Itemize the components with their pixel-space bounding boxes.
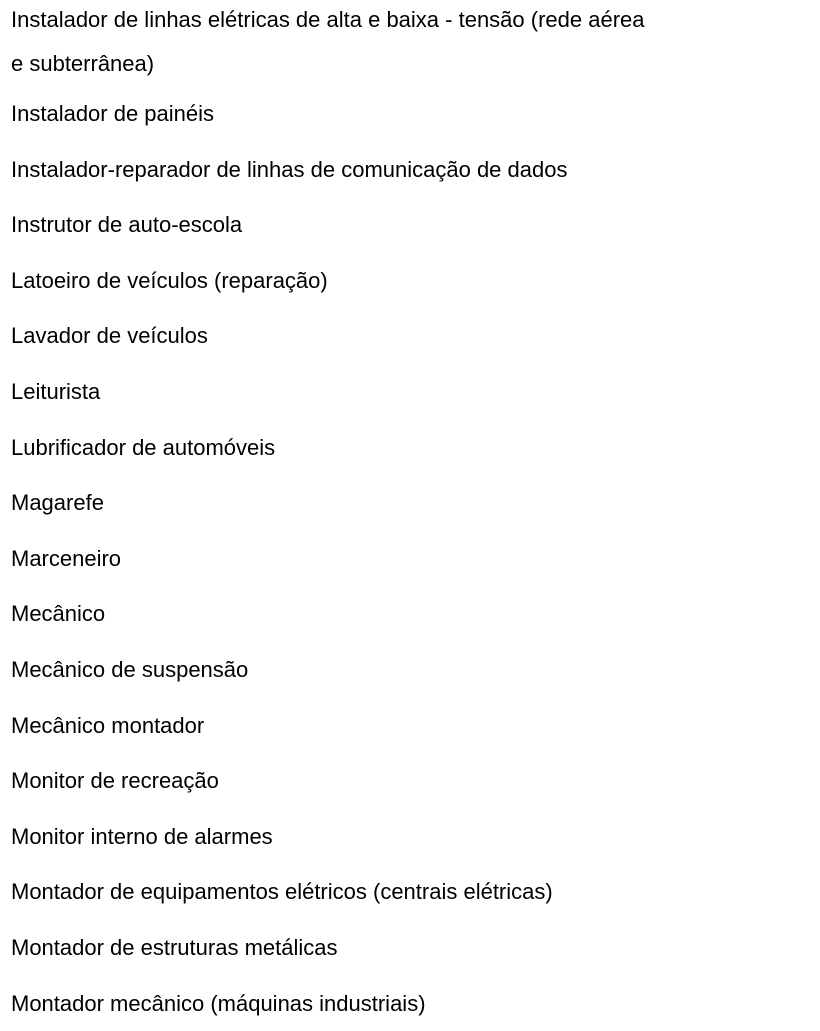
list-item: Instalador de painéis: [11, 86, 811, 142]
list-item: Lavador de veículos: [11, 308, 811, 364]
list-item: Mecânico de suspensão: [11, 642, 811, 698]
list-item: Instalador-reparador de linhas de comunicação de dados: [11, 142, 811, 198]
list-item: Instrutor de auto-escola: [11, 197, 811, 253]
list-item: Latoeiro de veículos (reparação): [11, 253, 811, 309]
list-item: Monitor de recreação: [11, 753, 811, 809]
list-item: Mecânico montador: [11, 698, 811, 754]
list-item: Leiturista: [11, 364, 811, 420]
list-item: Montador mecânico (máquinas industriais): [11, 976, 811, 1031]
list-item: Montador de equipamentos elétricos (centrais elétricas): [11, 864, 811, 920]
list-item: Mecânico: [11, 586, 811, 642]
occupation-list: [11, 0, 811, 1031]
list-item: [11, 0, 811, 86]
list-item: Marceneiro: [11, 531, 811, 587]
list-item: Montador de estruturas metálicas: [11, 920, 811, 976]
list-item: Lubrificador de automóveis: [11, 420, 811, 476]
list-item-line: Instalador de linhas elétricas de alta e baixa - tensão (rede aérea: [11, 0, 811, 42]
list-item: Magarefe: [11, 475, 811, 531]
list-item-line: e subterrânea): [11, 42, 811, 86]
list-item: Monitor interno de alarmes: [11, 809, 811, 865]
